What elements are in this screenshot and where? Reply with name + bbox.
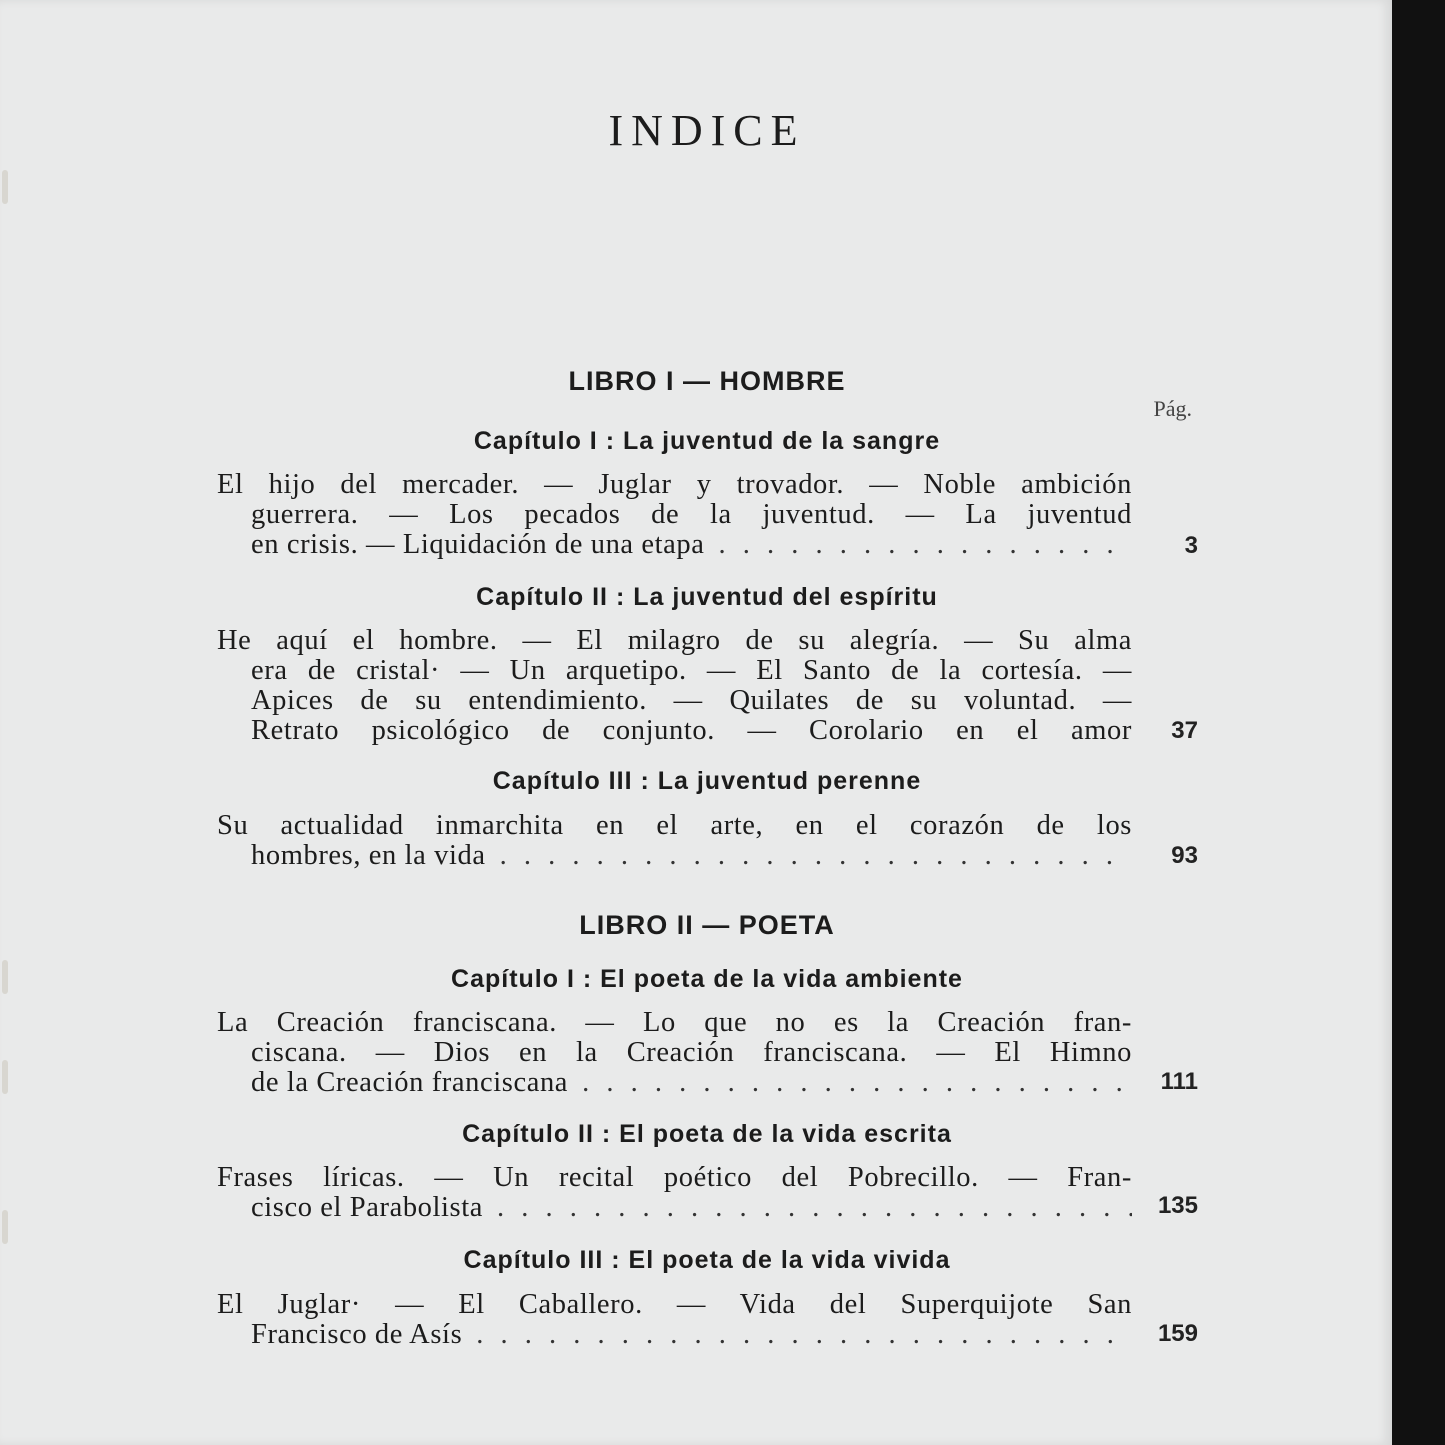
chapter-title: Capítulo III : El poeta de la vida vivida [463,1246,951,1274]
binding-mark [2,1210,8,1244]
chapter-title: Capítulo I : El poeta de la vida ambiente [451,965,963,993]
dot-leader [476,1320,1132,1350]
entry-line: Apices de su entendimiento. — Quilates de su voluntad. — [251,686,1132,716]
page-column-label: Pág. [1153,396,1192,421]
entry-line: hombres, en la vida . . . [217,841,1132,871]
entry-line: de la Creación franciscana . . . [217,1068,1132,1098]
page-number: 37 [1171,717,1198,744]
toc-entry [217,811,1132,871]
page-title: INDICE [608,106,806,155]
entry-line: en crisis. — Liquidación de una etapa . . . [217,530,1132,560]
entry-line: Retrato psicológico de conjunto. — Corolario en el amor [251,716,1132,746]
entry-line: He aquí el hombre. — El milagro de su alegría. — Su alma [217,626,1132,656]
dot-leader [719,530,1132,560]
page-number: 3 [1184,532,1198,559]
entry-line: Frases líricas. — Un recital poético del Pobrecillo. — Fran- [217,1163,1132,1193]
toc-entry [217,1163,1132,1223]
book-heading: LIBRO I — HOMBRE [568,366,846,396]
chapter-title: Capítulo II : La juventud del espíritu [476,583,938,611]
toc-entry [217,470,1132,560]
chapter-title: Capítulo III : La juventud perenne [492,767,922,795]
dot-leader [497,1193,1132,1223]
toc-entry [217,1008,1132,1098]
toc-entry [217,1290,1132,1350]
entry-line: ciscana. — Dios en la Creación franciscana. — El Himno [251,1038,1132,1068]
chapter-title: Capítulo I : La juventud de la sangre [473,427,941,455]
page-number: 93 [1171,842,1198,869]
entry-line: guerrera. — Los pecados de la juventud. — La juventud [251,500,1132,530]
entry-line: cisco el Parabolista . . . [217,1193,1132,1223]
page-number: 135 [1157,1192,1198,1219]
page-number: 111 [1160,1068,1198,1095]
chapter-title: Capítulo II : El poeta de la vida escrita [462,1120,952,1148]
entry-line: La Creación franciscana. — Lo que no es la Creación fran- [217,1008,1132,1038]
dot-leader [582,1068,1132,1098]
entry-line: El hijo del mercader. — Juglar y trovador. — Noble ambición [217,470,1132,500]
binding-mark [2,170,8,204]
page-number: 159 [1157,1320,1198,1347]
entry-line: El Juglar· — El Caballero. — Vida del Superquijote San [217,1290,1132,1320]
dot-leader [500,841,1132,871]
toc-entry [217,626,1132,746]
entry-line: Su actualidad inmarchita en el arte, en el corazón de los [217,811,1132,841]
entry-line: Francisco de Asís . . . [217,1320,1132,1350]
book-heading: LIBRO II — POETA [579,910,835,940]
binding-mark [2,1060,8,1094]
entry-line: era de cristal· — Un arquetipo. — El Santo de la cortesía. — [251,656,1132,686]
